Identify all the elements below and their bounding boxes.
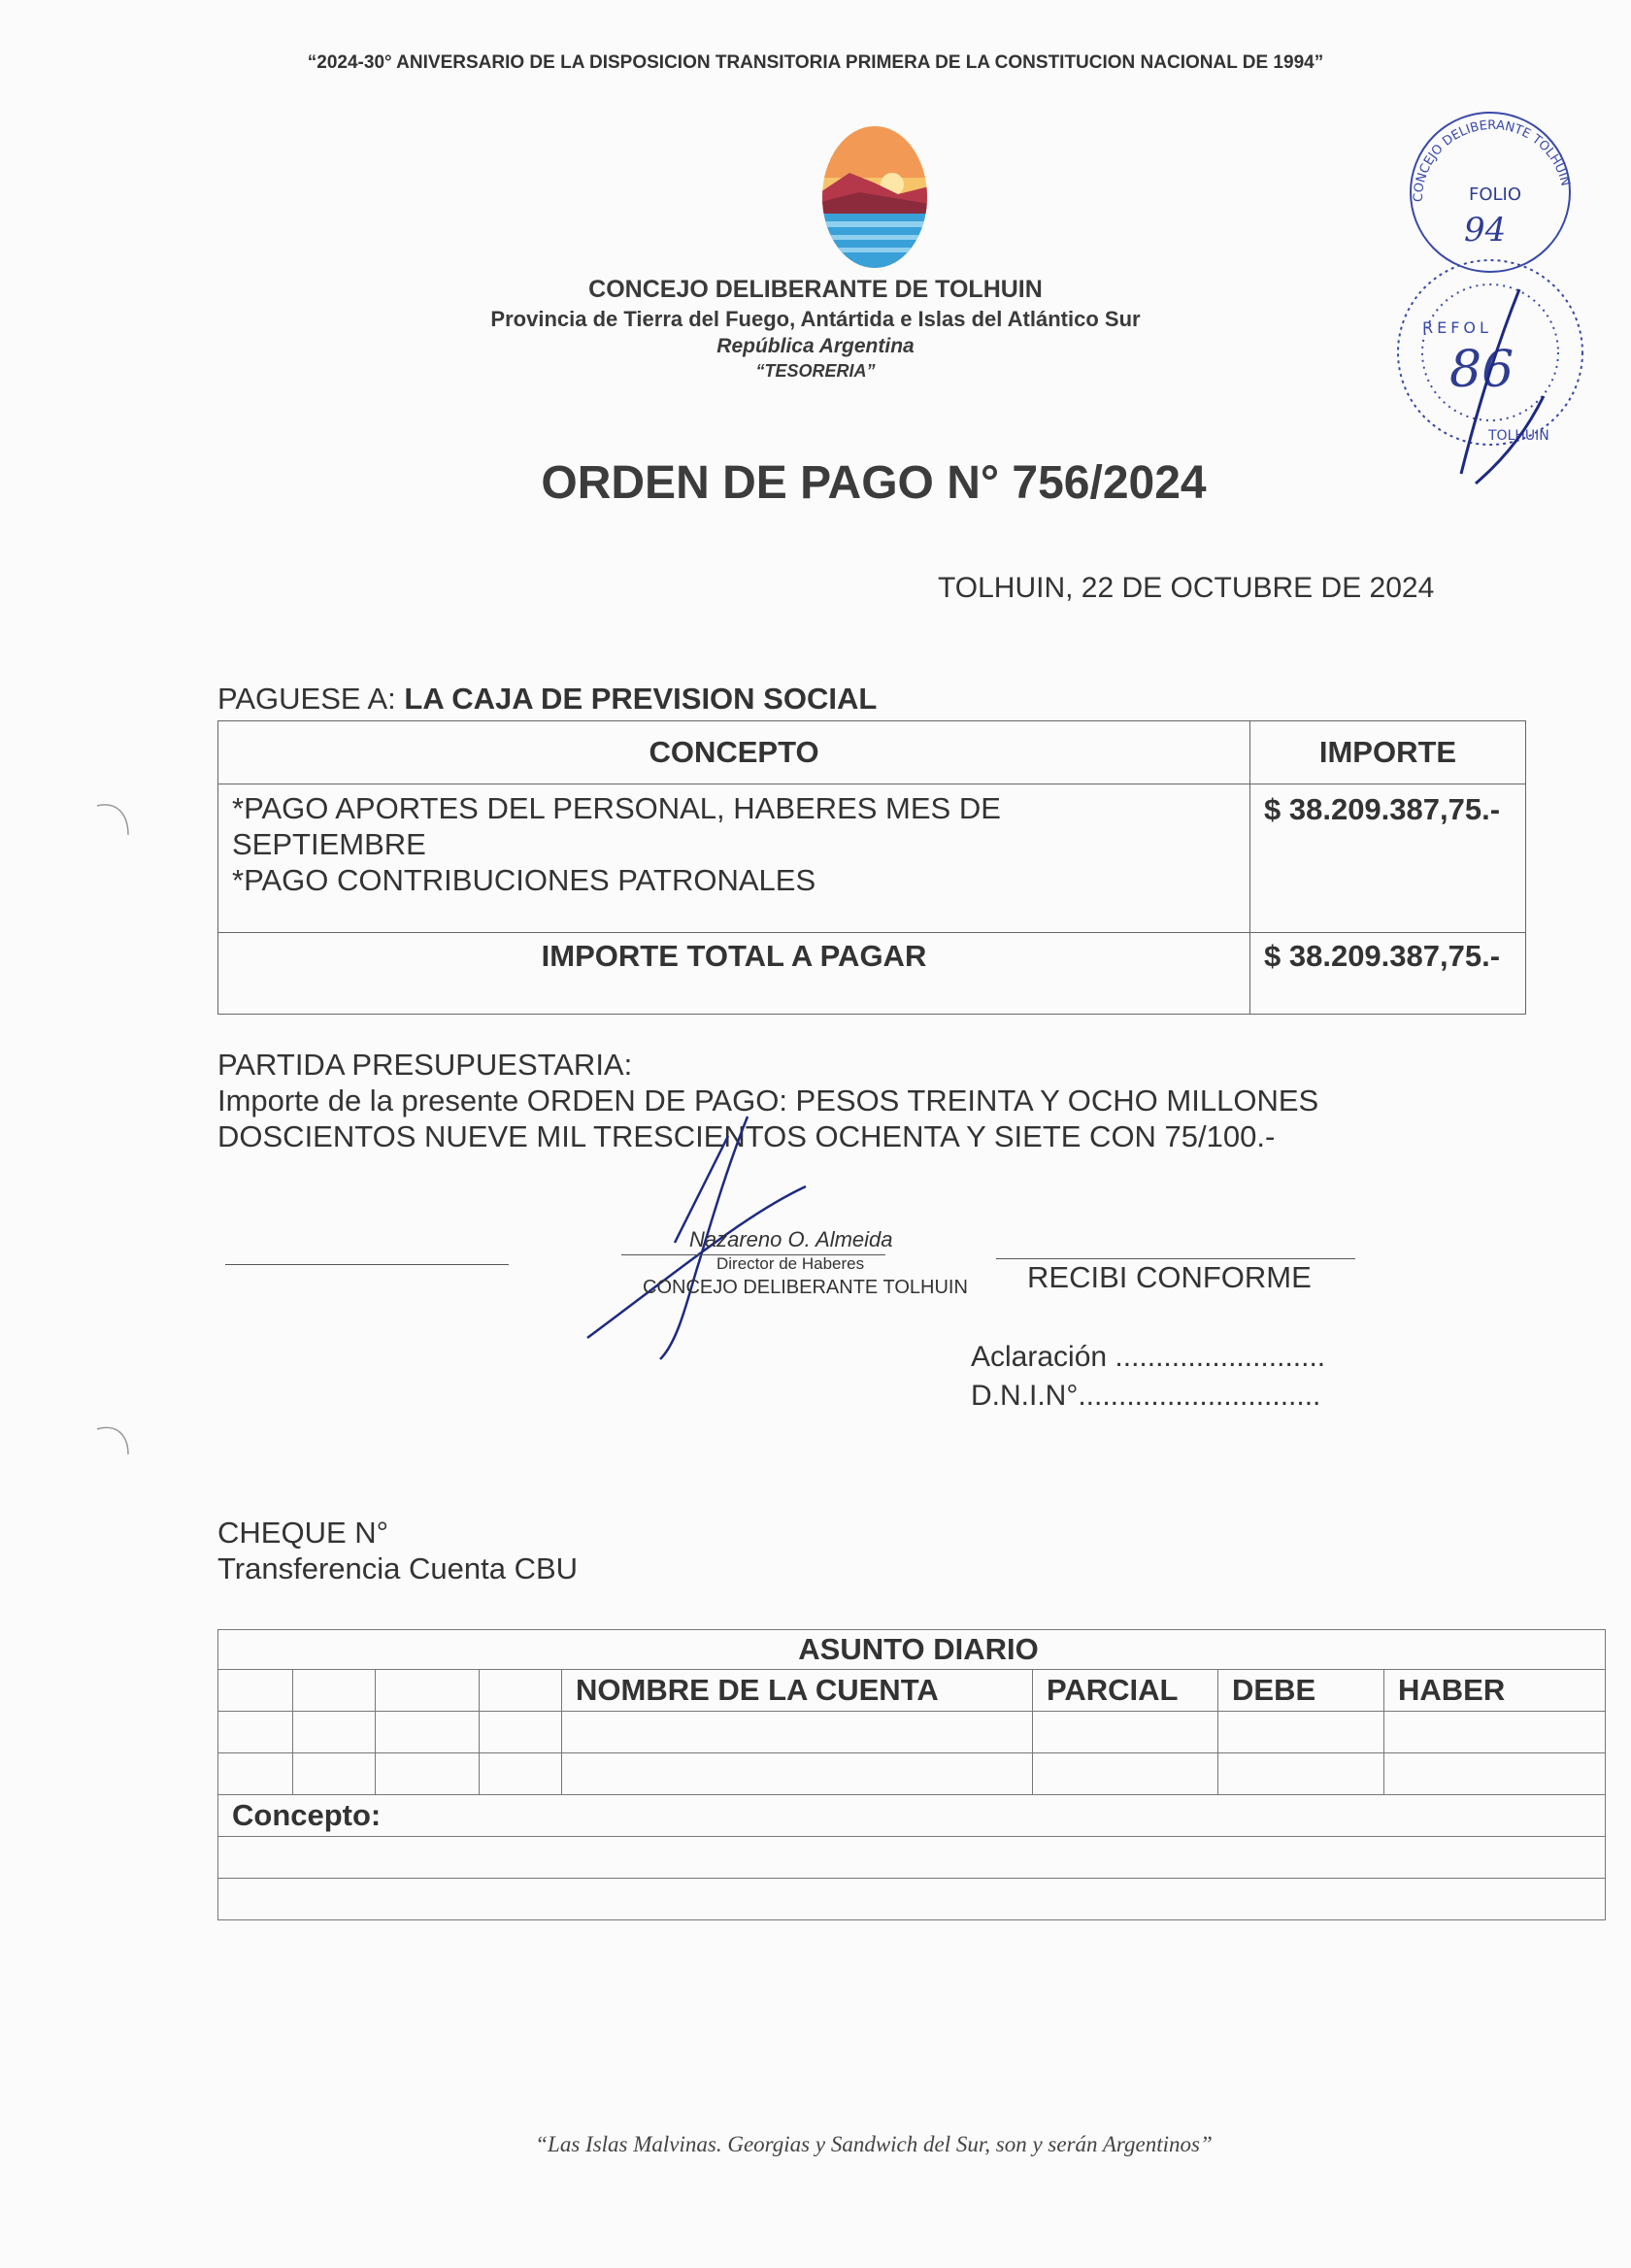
receipt-details: [971, 1338, 1325, 1416]
aclaracion-field: Aclaración ..........................: [971, 1341, 1326, 1373]
concept-line: *PAGO CONTRIBUCIONES PATRONALES: [232, 863, 816, 897]
payment-table: [217, 720, 1526, 1015]
folio-stamp: [1364, 105, 1616, 513]
signature-line-left: [225, 1264, 509, 1265]
journal-table: [217, 1629, 1606, 1920]
document-title: ORDEN DE PAGO N° 756/2024: [541, 457, 1207, 509]
table-row: [218, 1753, 1606, 1795]
folio-label: FOLIO: [1469, 184, 1522, 205]
signature-line-receipt: [996, 1258, 1355, 1259]
concept-cell: [218, 784, 1250, 933]
receipt-label: RECIBI CONFORME: [1027, 1260, 1312, 1294]
budget-label: PARTIDA PRESUPUESTARIA:: [217, 1048, 633, 1082]
concept-line: *PAGO APORTES DEL PERSONAL, HABERES MES DE: [232, 791, 1001, 825]
country-name: República Argentina: [716, 335, 915, 357]
journal-cell: [480, 1670, 562, 1712]
payment-method: [217, 1515, 578, 1586]
stamp-ring-bottom: TOLHUIN: [1488, 428, 1549, 444]
department-name: “TESORERIA”: [755, 361, 876, 381]
journal-concept-label: Concepto:: [218, 1795, 1606, 1837]
payee-value: LA CAJA DE PREVISION SOCIAL: [404, 682, 878, 716]
table-row: [218, 1879, 1606, 1920]
payee-line: [217, 682, 877, 717]
margin-hole-mark: [87, 1418, 146, 1476]
org-name: CONCEJO DELIBERANTE DE TOLHUIN: [588, 276, 1043, 303]
journal-title: ASUNTO DIARIO: [218, 1630, 1606, 1670]
council-logo: [820, 124, 929, 270]
document-date: TOLHUIN, 22 DE OCTUBRE DE 2024: [938, 572, 1435, 604]
budget-line: DOSCIENTOS NUEVE MIL TRESCIENTOS OCHENTA Y SIETE CON 75/100.-: [217, 1119, 1276, 1153]
signer-name: Nazareno O. Almeida: [689, 1227, 893, 1251]
partial-header: PARCIAL: [1033, 1670, 1218, 1712]
signer-org: CONCEJO DELIBERANTE TOLHUIN: [643, 1277, 968, 1298]
amount-header: IMPORTE: [1250, 721, 1526, 784]
amount-cell: $ 38.209.387,75.-: [1250, 784, 1526, 933]
refol-label: REFOL: [1422, 318, 1492, 337]
journal-cell: [293, 1670, 376, 1712]
account-name-header: NOMBRE DE LA CUENTA: [562, 1670, 1033, 1712]
total-amount: $ 38.209.387,75.-: [1250, 933, 1526, 1015]
table-row: [218, 1712, 1606, 1753]
signer-role: Director de Haberes: [716, 1254, 865, 1273]
stamp-ring-text: CONCEJO DELIBERANTE TOLHUIN: [1411, 117, 1573, 203]
journal-cell: [376, 1670, 480, 1712]
payee-label: PAGUESE A:: [217, 682, 396, 716]
debit-header: DEBE: [1218, 1670, 1384, 1712]
dni-field: D.N.I.N°..............................: [971, 1380, 1321, 1412]
table-row: [218, 1837, 1606, 1879]
journal-cell: [218, 1670, 293, 1712]
margin-hole-mark: [87, 796, 146, 854]
credit-header: HABER: [1384, 1670, 1606, 1712]
refol-number: 86: [1449, 341, 1514, 399]
province-name: Provincia de Tierra del Fuego, Antártida e Islas del Atlántico Sur: [490, 307, 1141, 331]
transfer-label: Transferencia Cuenta CBU: [217, 1551, 579, 1585]
concept-header: CONCEPTO: [218, 721, 1250, 784]
budget-line: Importe de la presente ORDEN DE PAGO: PESOS TREINTA Y OCHO MILLONES: [217, 1084, 1319, 1117]
footer-motto: “Las Islas Malvinas. Georgias y Sandwich del Sur, son y serán Argentinos”: [535, 2132, 1213, 2156]
total-label: IMPORTE TOTAL A PAGAR: [218, 933, 1250, 1015]
cheque-label: CHEQUE N°: [217, 1516, 389, 1550]
top-banner: “2024-30° ANIVERSARIO DE LA DISPOSICION TRANSITORIA PRIMERA DE LA CONSTITUCION NACIONAL DE 1994”: [307, 52, 1324, 73]
concept-line: SEPTIEMBRE: [232, 827, 426, 861]
folio-number: 94: [1464, 211, 1507, 250]
